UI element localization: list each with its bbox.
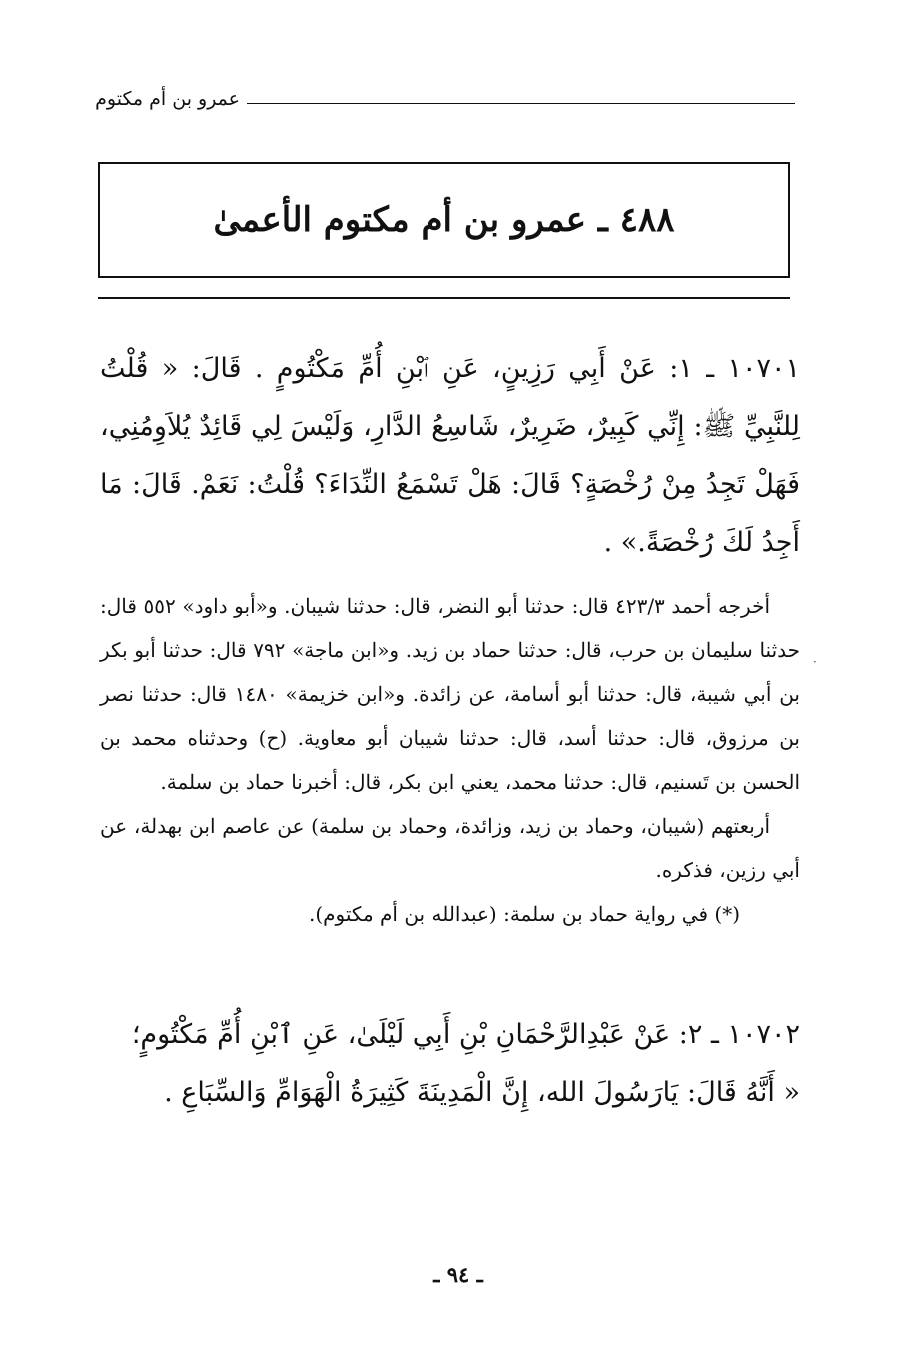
- hadith-1-matn: « قُلْتُ لِلنَّبِيِّ ﷺ: إِنِّي كَبِيرٌ، ضَرِيرٌ، شَاسِعُ الدَّارِ، وَلَيْسَ لِي قَائِدٌ يُلاَوِمُنِي، فَهَلْ تَجِدُ مِنْ رُخْصَةٍ؟ قَالَ: هَلْ تَسْمَعُ النِّدَاءَ؟ قُلْتُ: نَعَمْ. قَالَ: مَا أَجِدُ لَكَ رُخْصَةً.» .: [100, 353, 800, 558]
- hadith-2-matn: « أَنَّهُ قَالَ: يَارَسُولَ الله، إِنَّ الْمَدِينَةَ كَثِيرَةُ الْهَوَامِّ وَالسِّبَاعِ .: [164, 1077, 800, 1108]
- takhrij-paragraph-1: أخرجه أحمد ٤٢٣/٣ قال: حدثنا أبو النضر، قال: حدثنا شيبان. و«أبو داود» ٥٥٢ قال: حدثنا سليمان بن حرب، قال: حدثنا حماد بن زيد. و«ابن ماجة» ٧٩٢ قال: حدثنا أبو بكر بن أبي شيبة، قال: حدثنا أبو أسامة، عن زائدة. و«ابن خزيمة» ١٤٨٠ قال: حدثنا نصر بن مرزوق، قال: حدثنا أسد، قال: حدثنا شيبان أبو معاوية. (ح) وحدثناه محمد بن الحسن بن تَسنيم، قال: حدثنا محمد، يعني ابن بكر، قال: أخبرنا حماد بن سلمة.: [100, 594, 800, 794]
- hadith-2: [100, 1006, 800, 1122]
- takhrij-note: (*) في رواية حماد بن سلمة: (عبدالله بن أم مكتوم).: [309, 902, 740, 926]
- hadith-2-isnad: ١٠٧٠٢ ـ ٢: عَنْ عَبْدِالرَّحْمَانِ بْنِ أَبِي لَيْلَىٰ، عَنِ ٱبْنِ أُمِّ مَكْتُومٍ؛: [131, 1019, 800, 1050]
- takhrij-paragraph-2: أربعتهم (شيبان، وحماد بن زيد، وزائدة، وحماد بن سلمة) عن عاصم ابن بهدلة، عن أبي رزين، فذكره.: [100, 814, 800, 882]
- page-number: ـ ٩٤ ـ: [433, 1262, 483, 1287]
- hadith-1: [100, 340, 800, 572]
- chapter-title: ٤٨٨ ـ عمرو بن أم مكتوم الأعمىٰ: [213, 200, 675, 240]
- header-rule: [247, 103, 795, 104]
- page-body: [100, 340, 800, 1122]
- chapter-title-box: [98, 162, 790, 278]
- hadith-1-isnad: ١٠٧٠١ ـ ١: عَنْ أَبِي رَزِينٍ، عَنِ ٱبْنِ أُمِّ مَكْتُومٍ . قَالَ:: [191, 353, 800, 384]
- running-title: عمرو بن أم مكتوم: [95, 88, 240, 110]
- running-header: [95, 86, 795, 116]
- margin-mark: ·: [813, 655, 817, 669]
- title-divider: [98, 297, 790, 299]
